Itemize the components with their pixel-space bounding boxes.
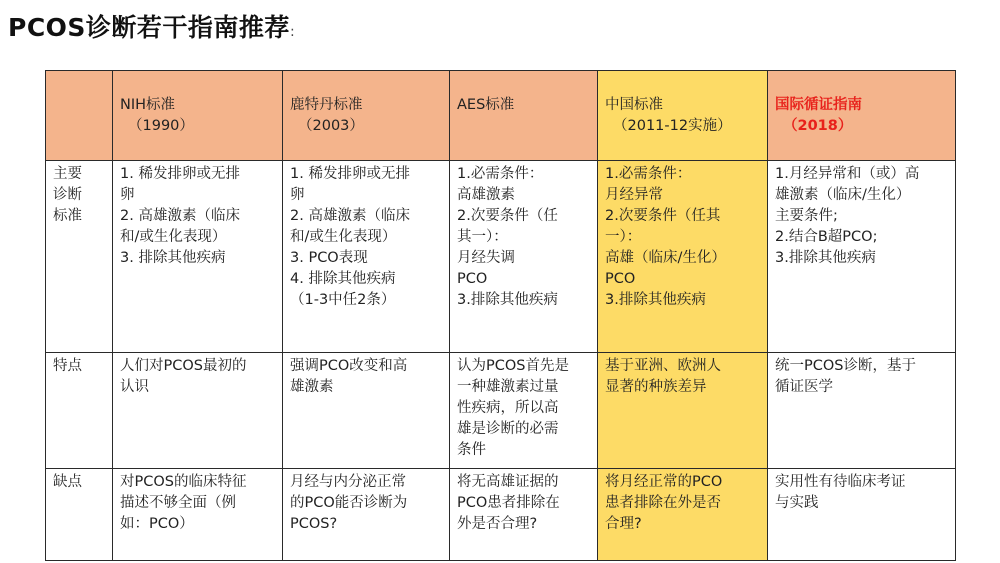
- cell-drawbacks-international: 实用性有待临床考证 与实践: [768, 469, 956, 561]
- cell-criteria-aes: 1.必需条件： 高雄激素 2.次要条件（任 其一）： 月经失调 PCO 3.排除其他疾病: [450, 161, 598, 353]
- header-international-title: 国际循证指南: [775, 97, 862, 113]
- page-title-text: PCOS诊断若干指南推荐: [8, 13, 290, 42]
- header-china-year: （2011-12实施）: [613, 118, 732, 134]
- cell-features-international: 统一PCOS诊断，基于 循证医学: [768, 353, 956, 469]
- cell-drawbacks-china: 将月经正常的PCO 患者排除在外是否 合理?: [598, 469, 768, 561]
- header-nih-year: （1990）: [128, 118, 194, 134]
- cell-features-nih: 人们对PCOS最初的 认识: [113, 353, 283, 469]
- cell-criteria-nih: 1. 稀发排卵或无排 卵 2. 高雄激素（临床 和/或生化表现） 3. 排除其他疾病: [113, 161, 283, 353]
- header-china-title: 中国标准: [605, 97, 663, 113]
- header-empty-cell: [46, 71, 113, 161]
- header-rotterdam-year: （2003）: [298, 118, 364, 134]
- cell-drawbacks-rotterdam: 月经与内分泌正常 的PCO能否诊断为 PCOS?: [283, 469, 450, 561]
- cell-criteria-china: 1.必需条件： 月经异常 2.次要条件（任其 一）： 高雄（临床/生化） PCO 3.排除其他疾病: [598, 161, 768, 353]
- page-title-colon: :: [289, 24, 296, 40]
- header-international-year: （2018）: [783, 118, 853, 134]
- row-label-criteria: 主要 诊断 标准: [46, 161, 113, 353]
- header-rotterdam-title: 鹿特丹标准: [290, 97, 363, 113]
- table-row-features: [46, 353, 956, 469]
- cell-criteria-rotterdam: 1. 稀发排卵或无排 卵 2. 高雄激素（临床 和/或生化表现） 3. PCO表现 4. 排除其他疾病 （1-3中任2条）: [283, 161, 450, 353]
- row-label-drawbacks: 缺点: [46, 469, 113, 561]
- table-header-row: [46, 71, 956, 161]
- page-title: [8, 8, 295, 44]
- header-international: [768, 71, 956, 161]
- header-nih-title: NIH标准: [120, 97, 176, 113]
- header-china: [598, 71, 768, 161]
- cell-features-aes: 认为PCOS首先是 一种雄激素过量 性疾病，所以高 雄是诊断的必需 条件: [450, 353, 598, 469]
- cell-drawbacks-nih: 对PCOS的临床特征 描述不够全面（例 如：PCO）: [113, 469, 283, 561]
- cell-features-china: 基于亚洲、欧洲人 显著的种族差异: [598, 353, 768, 469]
- header-aes: [450, 71, 598, 161]
- header-aes-title: AES标准: [457, 97, 515, 113]
- header-nih: [113, 71, 283, 161]
- table-row-criteria: [46, 161, 956, 353]
- cell-drawbacks-aes: 将无高雄证据的 PCO患者排除在 外是否合理?: [450, 469, 598, 561]
- table-row-drawbacks: [46, 469, 956, 561]
- cell-criteria-international: 1.月经异常和（或）高 雄激素（临床/生化） 主要条件; 2.结合B超PCO; 3.排除其他疾病: [768, 161, 956, 353]
- guideline-comparison-table: [45, 70, 956, 561]
- header-rotterdam: [283, 71, 450, 161]
- row-label-features: 特点: [46, 353, 113, 469]
- cell-features-rotterdam: 强调PCO改变和高 雄激素: [283, 353, 450, 469]
